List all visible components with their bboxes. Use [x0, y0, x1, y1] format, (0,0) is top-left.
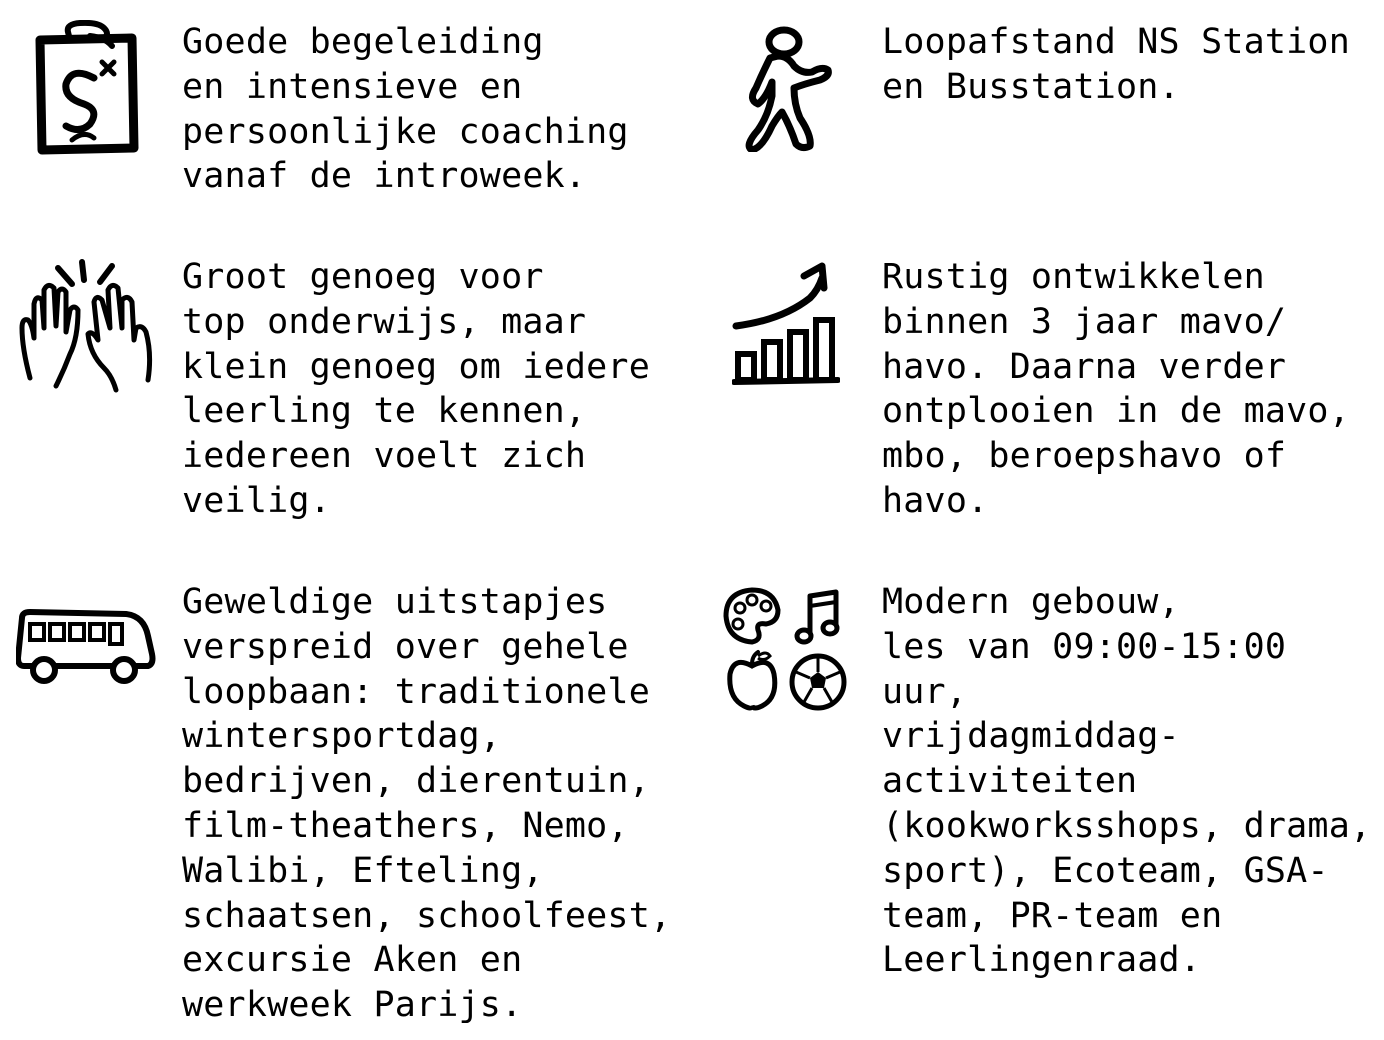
growth-chart-icon	[732, 262, 840, 386]
feature-text: Rustig ontwikkelen binnen 3 jaar mavo/ havo. Daarna verder ontplooien in de mavo, mbo, beroepshavo of havo.	[882, 257, 1350, 521]
clipboard-icon	[32, 20, 140, 156]
bus-icon	[16, 608, 156, 688]
high-five-hands-icon	[16, 258, 156, 394]
feature-text: Groot genoeg voor top onderwijs, maar klein genoeg om iedere leerling te kennen, iedereen voelt zich veilig.	[182, 257, 650, 521]
walking-person-icon	[738, 26, 834, 152]
feature-text: Geweldige uitstapjes verspreid over gehele loopbaan: traditionele wintersportdag, bedrijven, dierentuin, film-theathers, Nemo, Walibi, Efteling, schaatsen, schoolfeest, excursie Aken en werkweek Parijs.	[182, 582, 672, 1026]
activities-icon	[722, 586, 852, 714]
feature-text: Modern gebouw, les van 09:00-15:00 uur, vrijdagmiddag- activiteiten (kookworksshops, drama, sport), Ecoteam, GSA- team, PR-team en Leerlingenraad.	[882, 582, 1372, 981]
feature-text: Loopafstand NS Station en Busstation.	[882, 22, 1350, 107]
feature-text: Goede begeleiding en intensieve en persoonlijke coaching vanaf de introweek.	[182, 22, 629, 197]
